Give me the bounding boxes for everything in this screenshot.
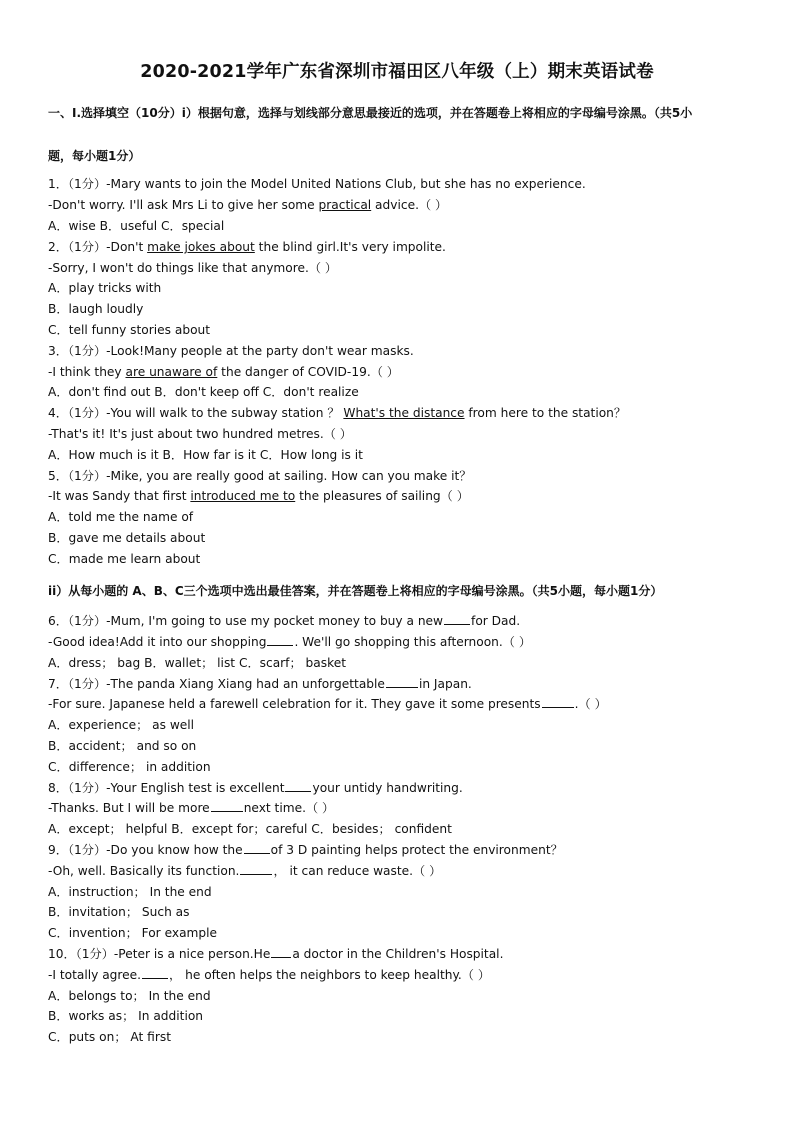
q4-underlined: What's the distance [343,406,465,420]
section-1-heading: 一、Ⅰ.选择填空（10分）i）根据句意，选择与划线部分意思最接近的选项，并在答题卷上将相应的字母编号涂黑。（共5小 [48,106,693,120]
q2-option-a: A．play tricks with [48,281,162,295]
q9-option-c: C．invention； For example [48,926,218,940]
q10-line2: -I totally agree. ， he often helps the neighbors to keep healthy.（ ） [48,968,491,982]
q1-underlined: practical [318,198,372,212]
q6-blank-1 [444,613,470,625]
q8-blank-2 [211,800,243,812]
q5-line2: -It was Sandy that first introduced me to the pleasures of sailing（ ） [48,489,469,503]
q1-line2: -Don't worry. I'll ask Mrs Li to give her some practical advice.（ ） [48,198,448,212]
q8-line2: -Thanks. But I will be more next time.（ ） [48,801,335,815]
q8-stem: 8．（1分）-Your English test is excellent your untidy handwriting. [48,781,463,795]
q1-stem: 1．（1分）-Mary wants to join the Model United Nations Club, but she has no experience. [48,177,586,191]
q9-stem: 9．（1分）-Do you know how the of 3 D painting helps protect the environment？ [48,843,563,857]
q10-blank-1 [271,946,291,958]
q4-line2: -That's it! It's just about two hundred metres.（ ） [48,427,352,441]
q7-option-a: A．experience； as well [48,718,195,732]
q2-underlined: make jokes about [147,240,255,254]
q2-stem: 2．（1分）-Don't make jokes about the blind girl.It's very impolite. [48,240,446,254]
q6-line2: -Good idea!Add it into our shopping . We'll go shopping this afternoon.（ ） [48,635,532,649]
q5-stem: 5．（1分）-Mike, you are really good at sailing. How can you make it？ [48,469,472,483]
q9-blank-1 [244,842,270,854]
q6-options: A．dress； bag B．wallet； list C．scarf； basket [48,656,346,670]
q7-option-c: C．difference； in addition [48,760,211,774]
q7-blank-1 [386,676,418,688]
q3-underlined: are unaware of [125,365,218,379]
q2-option-c: C．tell funny stories about [48,323,211,337]
q7-stem: 7．（1分）-The panda Xiang Xiang had an unforgettable in Japan. [48,677,472,691]
q3-options: A．don't find out B．don't keep off C．don't realize [48,385,359,399]
q3-stem: 3．（1分）-Look!Many people at the party don't wear masks. [48,344,414,358]
q10-stem: 10．（1分）-Peter is a nice person.He a doctor in the Children's Hospital. [48,947,504,961]
q10-option-a: A．belongs to； In the end [48,989,211,1003]
q4-stem: 4．（1分）-You will walk to the subway station ？ What's the distance from here to the station？ [48,406,627,420]
q4-options: A．How much is it B．How far is it C．How long is it [48,448,363,462]
q9-blank-2 [240,863,272,875]
q5-underlined: introduced me to [190,489,296,503]
q9-option-a: A．instruction； In the end [48,885,212,899]
page-title: 2020-2021学年广东省深圳市福田区八年级（上）期末英语试卷 [140,62,654,82]
q7-option-b: B．accident； and so on [48,739,197,753]
q2-line2: -Sorry, I won't do things like that anymore.（ ） [48,261,338,275]
section-1-heading-cont: 题，每小题1分） [48,149,141,163]
q8-options: A．except； helpful B．except for；careful C．besides； confident [48,822,452,836]
q6-blank-2 [267,634,293,646]
q5-option-c: C．made me learn about [48,552,201,566]
q8-blank-1 [285,780,311,792]
q2-option-b: B．laugh loudly [48,302,144,316]
q5-option-a: A．told me the name of [48,510,194,524]
q9-option-b: B．invitation； Such as [48,905,190,919]
section-2-heading: ii）从每小题的 A、B、C三个选项中选出最佳答案，并在答题卷上将相应的字母编号涂黑。（共5小题，每小题1分） [48,584,663,598]
q7-line2: -For sure. Japanese held a farewell celebration for it. They gave it some presents .（ ） [48,697,607,711]
q5-option-b: B．gave me details about [48,531,206,545]
q7-blank-2 [542,696,574,708]
q9-line2: -Oh, well. Basically its function. ， it can reduce waste.（ ） [48,864,442,878]
q10-option-c: C．puts on； At first [48,1030,171,1044]
q6-stem: 6．（1分）-Mum, I'm going to use my pocket money to buy a new for Dad. [48,614,521,628]
q3-line2: -I think they are unaware of the danger of COVID-19.（ ） [48,365,399,379]
q1-options: A．wise B．useful C．special [48,219,225,233]
q10-option-b: B．works as； In addition [48,1009,204,1023]
q10-blank-2 [142,967,168,979]
